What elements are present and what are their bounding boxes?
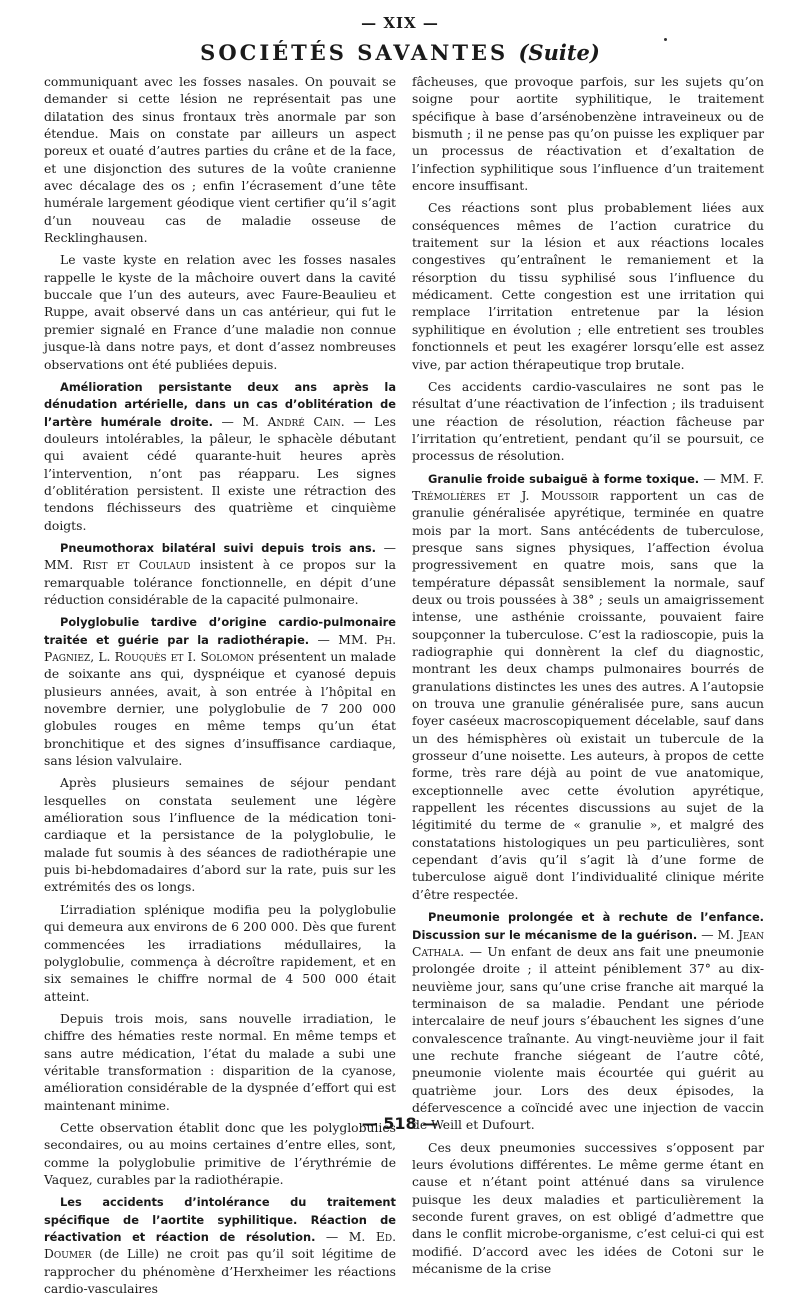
dash: — M. — [212, 414, 268, 429]
paragraph-text: . — Les douleurs intolérables, la pâleur, le sphacèle débutant qui avaient cédé quarante-huit heures après l’intervention, n’ont pas réapparu. Les signes d’oblitération persistent. Il existe une rétraction des tendons fléchisseurs des quatrième et cinquième doigts. — [44, 414, 396, 533]
title-suffix: (Suite) — [518, 40, 600, 65]
paragraph — [412, 909, 764, 1134]
page-number: — 518 — — [361, 1114, 439, 1133]
paragraph-text: . — Un enfant de deux ans fait une pneumonie prolongée droite ; il atteint péniblement 37° au dix-neuvième jour, sans qu’une crise franche ait marqué la terminaison de sa maladie. Pendant une période intercalaire de neuf jours s’ébauchent les signes d’une convalescence traînante. Au vingt-neuvième jour il fait une rechute franche siégeant de l’autre côté, pneumonie violente mais écourtée qui guérit au quatrième jour. Lors des deux épisodes, la défervescence a coïncidé avec une injection de vaccin de Weill et Dufourt. — [412, 944, 764, 1133]
author-name: F. Trémolières et J. Moussoir — [412, 471, 764, 503]
paragraph: fâcheuses, que provoque parfois, sur les sujets qu’on soigne pour aortite syphilitique, le traitement spécifique à base d’arsénobenzène intraveineux ou de bismuth ; il ne pense pas qu’on puisse les expliquer par un processus de réactivation et d’exaltation de l’infection syphilitique sous l’influence d’un traitement encore insuffisant. — [412, 75, 764, 194]
author-name: Ed. Doumer — [44, 1230, 397, 1262]
dash: — MM. — [44, 540, 396, 573]
paragraph: Ces réactions sont plus probablement liées aux conséquences mêmes de l’action curatrice du traitement sur la lésion et aux réactions locales congestives qu’entraînent le remaniement et la résorption du tissu syphilisé sous l’influence du médicament. Cette congestion est une irritation qui remplace l’irritation entretenue par la lésion syphilitique en évolution ; elle entretient ses troubles fonctionnels et peut les exagérer lorsqu’elle est assez vive, par action thérapeutique trop brutale. — [412, 201, 764, 372]
paragraph: communiquant avec les fosses nasales. On pouvait se demander si cette lésion ne représentait pas une dilatation des sinus frontaux très anormale par son étendue. Mais on constate par ailleurs un aspect poreux et ouaté d’autres parties du crâne et de la face, et une disjonction des sutures de la voûte cranienne avec décalage des os ; enfin l’écrasement d’une tête humérale largement géodique vient certifier qu’il s’agit d’un nouveau cas de maladie osseuse de Recklinghausen. — [44, 75, 396, 246]
section-heading: Pneumothorax bilatéral suivi depuis trois ans. — [60, 540, 376, 555]
section-heading: Les accidents d’intolérance du traitement spécifique de l’aortite syphilitique. Réaction de réactivation et réaction de résolution. — [44, 1195, 396, 1244]
paragraph: Le vaste kyste en relation avec les fosses nasales rappelle le kyste de la mâchoire ouvert dans la cavité buccale que l’un des auteurs, avec Faure-Beaulieu et Ruppe, avait observé dans un cas antérieur, qui fut le premier signalé en France d’une maladie non connue jusque-là dans notre pays, et dont d’assez nombreuses observations ont été publiées depuis. — [44, 253, 396, 372]
section-heading: Amélioration persistante deux ans après la dénudation artérielle, dans un cas d’oblitération de l’artère humérale droite. — [44, 379, 396, 429]
paragraph — [44, 540, 396, 609]
paragraph — [44, 614, 396, 770]
paragraph: Après plusieurs semaines de séjour pendant lesquelles on constata seulement une légère amélioration sous l’influence de la médication toni-cardiaque et la persistance de la polyglobulie, le malade fut soumis à des séances de radiothérapie une puis bi-hebdomadaires d’abord sur la rate, puis sur les extrémités des os longs. — [44, 776, 396, 895]
title-main: SOCIÉTÉS SAVANTES — [200, 40, 509, 65]
paragraph-text: (de Lille) ne croit pas qu’il soit légitime de rapprocher du phénomène d’Herxheimer les réactions cardio-vasculaires — [44, 1247, 396, 1297]
paragraph: Ces accidents cardio-vasculaires ne sont pas le résultat d’une réactivation de l’infection ; ils traduisent une réaction de résolution, réaction fâcheuse par l’irritation qu’entretient, pendant qu’il se poursuit, ce processus de résolution. — [412, 379, 764, 464]
author-name: André Cain — [267, 414, 341, 429]
page-title — [0, 40, 800, 65]
paragraph — [412, 471, 764, 905]
right-column — [412, 74, 764, 1283]
paragraph — [44, 379, 396, 535]
dash: — M. — [315, 1230, 376, 1244]
paragraph — [44, 1194, 396, 1298]
paragraph: Ces deux pneumonies successives s’opposent par leurs évolutions différentes. Le même germe étant en cause et n’étant point atténué dans sa virulence puisque les deux maladies et particulièrement la seconde furent graves, on est obligé d’admettre que dans le conflit microbe-organisme, c’est celui-ci qui est modifié. D’accord avec les idées de Cotoni sur le mécanisme de la crise — [412, 1140, 764, 1277]
dash: — MM. — [309, 632, 376, 647]
paragraph-text: rapportent un cas de granulie généralisée apyrétique, terminée en quatre mois par la mort. Sans antécédents de tuberculose, presque sans signes physiques, l’affection évolua progressivement en quatre mois, sans que la température dépassât sensiblement la normale, sauf deux ou trois poussées à 38° ; seuls un amaigrissement intense, une asthénie croissante, pouvaient faire soupçonner la tuberculose. C’est la radioscopie, puis la radiographie qui donnèrent la clef du diagnostic, montrant les deux champs pulmonaires bourrés de granulations distinctes les unes des autres. A l’autopsie on trouva une granulie généralisée pure, sans aucun foyer caséeux macroscopiquement décelable, sauf dans un des hémisphères où existait un tubercule de la grosseur d’une noisette. Les auteurs, à propos de cette forme, très rare déjà au point de vue anatomique, exceptionnelle avec cette évolution apyrétique, rappellent les récentes discussions au sujet de la légitimité du terme de « granulie », et malgré des constatations histologiques un peu particulières, sont cependant d’avis qu’il s’agit là d’une forme de tuberculose aiguë dont l’individualité clinique mérite d’être respectée. — [412, 488, 764, 902]
paragraph: L’irradiation splénique modifia peu la polyglobulie qui demeura aux environs de 6 200 000. Dès que furent commencées les irradiations médullaires, la polyglobulie, commença à décroître rapidement, et en six semaines le chiffre normal de 4 500 000 était atteint. — [44, 902, 396, 1004]
section-heading: Granulie froide subaiguë à forme toxique. — [428, 471, 700, 486]
paragraph-text: présentent un malade de soixante ans qui, dyspnéique et cyanosé depuis plusieurs années, avait, à son entrée à l’hôpital en novembre dernier, une polyglobulie de 7 200 000 globules rouges en même temps qu’un état bronchitique et des signes d’insuffisance cardiaque, sans lésion valvulaire. — [44, 650, 397, 769]
dash: — MM. — [699, 471, 754, 486]
paragraph-text: insistent à ce propos sur la remarquable tolérance fonctionnelle, en dépit d’une réduction considérable de la capacité pulmonaire. — [44, 558, 396, 607]
author-name: Jean Cathala — [412, 927, 764, 959]
paragraph: Depuis trois mois, sans nouvelle irradiation, le chiffre des hématies reste normal. En même temps et sans autre médication, l’état du malade a subi une véritable transformation : disparition de la cyanose, amélioration considérable de la dyspnée d’effort qui est maintenant minime. — [44, 1011, 396, 1113]
author-name: Ph. Pagniez, L. Rouquès et I. Solomon — [44, 632, 396, 664]
dash: — M. — [697, 927, 739, 942]
section-number: — XIX — — [361, 14, 439, 32]
section-heading: Pneumonie prolongée et à rechute de l’enfance. Discussion sur le mécanisme de la guérison. — [412, 910, 764, 942]
paragraph: Cette observation établit donc que les polyglobulies secondaires, ou au moins certaines d’entre elles, sont, comme la polyglobulie primitive de l’érythrémie de Vaquez, curables par la radiothérapie. — [44, 1120, 396, 1187]
section-heading: Polyglobulie tardive d’origine cardio-pulmonaire traitée et guérie par la radiothérapie. — [44, 615, 396, 647]
author-name: Rist et Coulaud — [82, 558, 191, 573]
